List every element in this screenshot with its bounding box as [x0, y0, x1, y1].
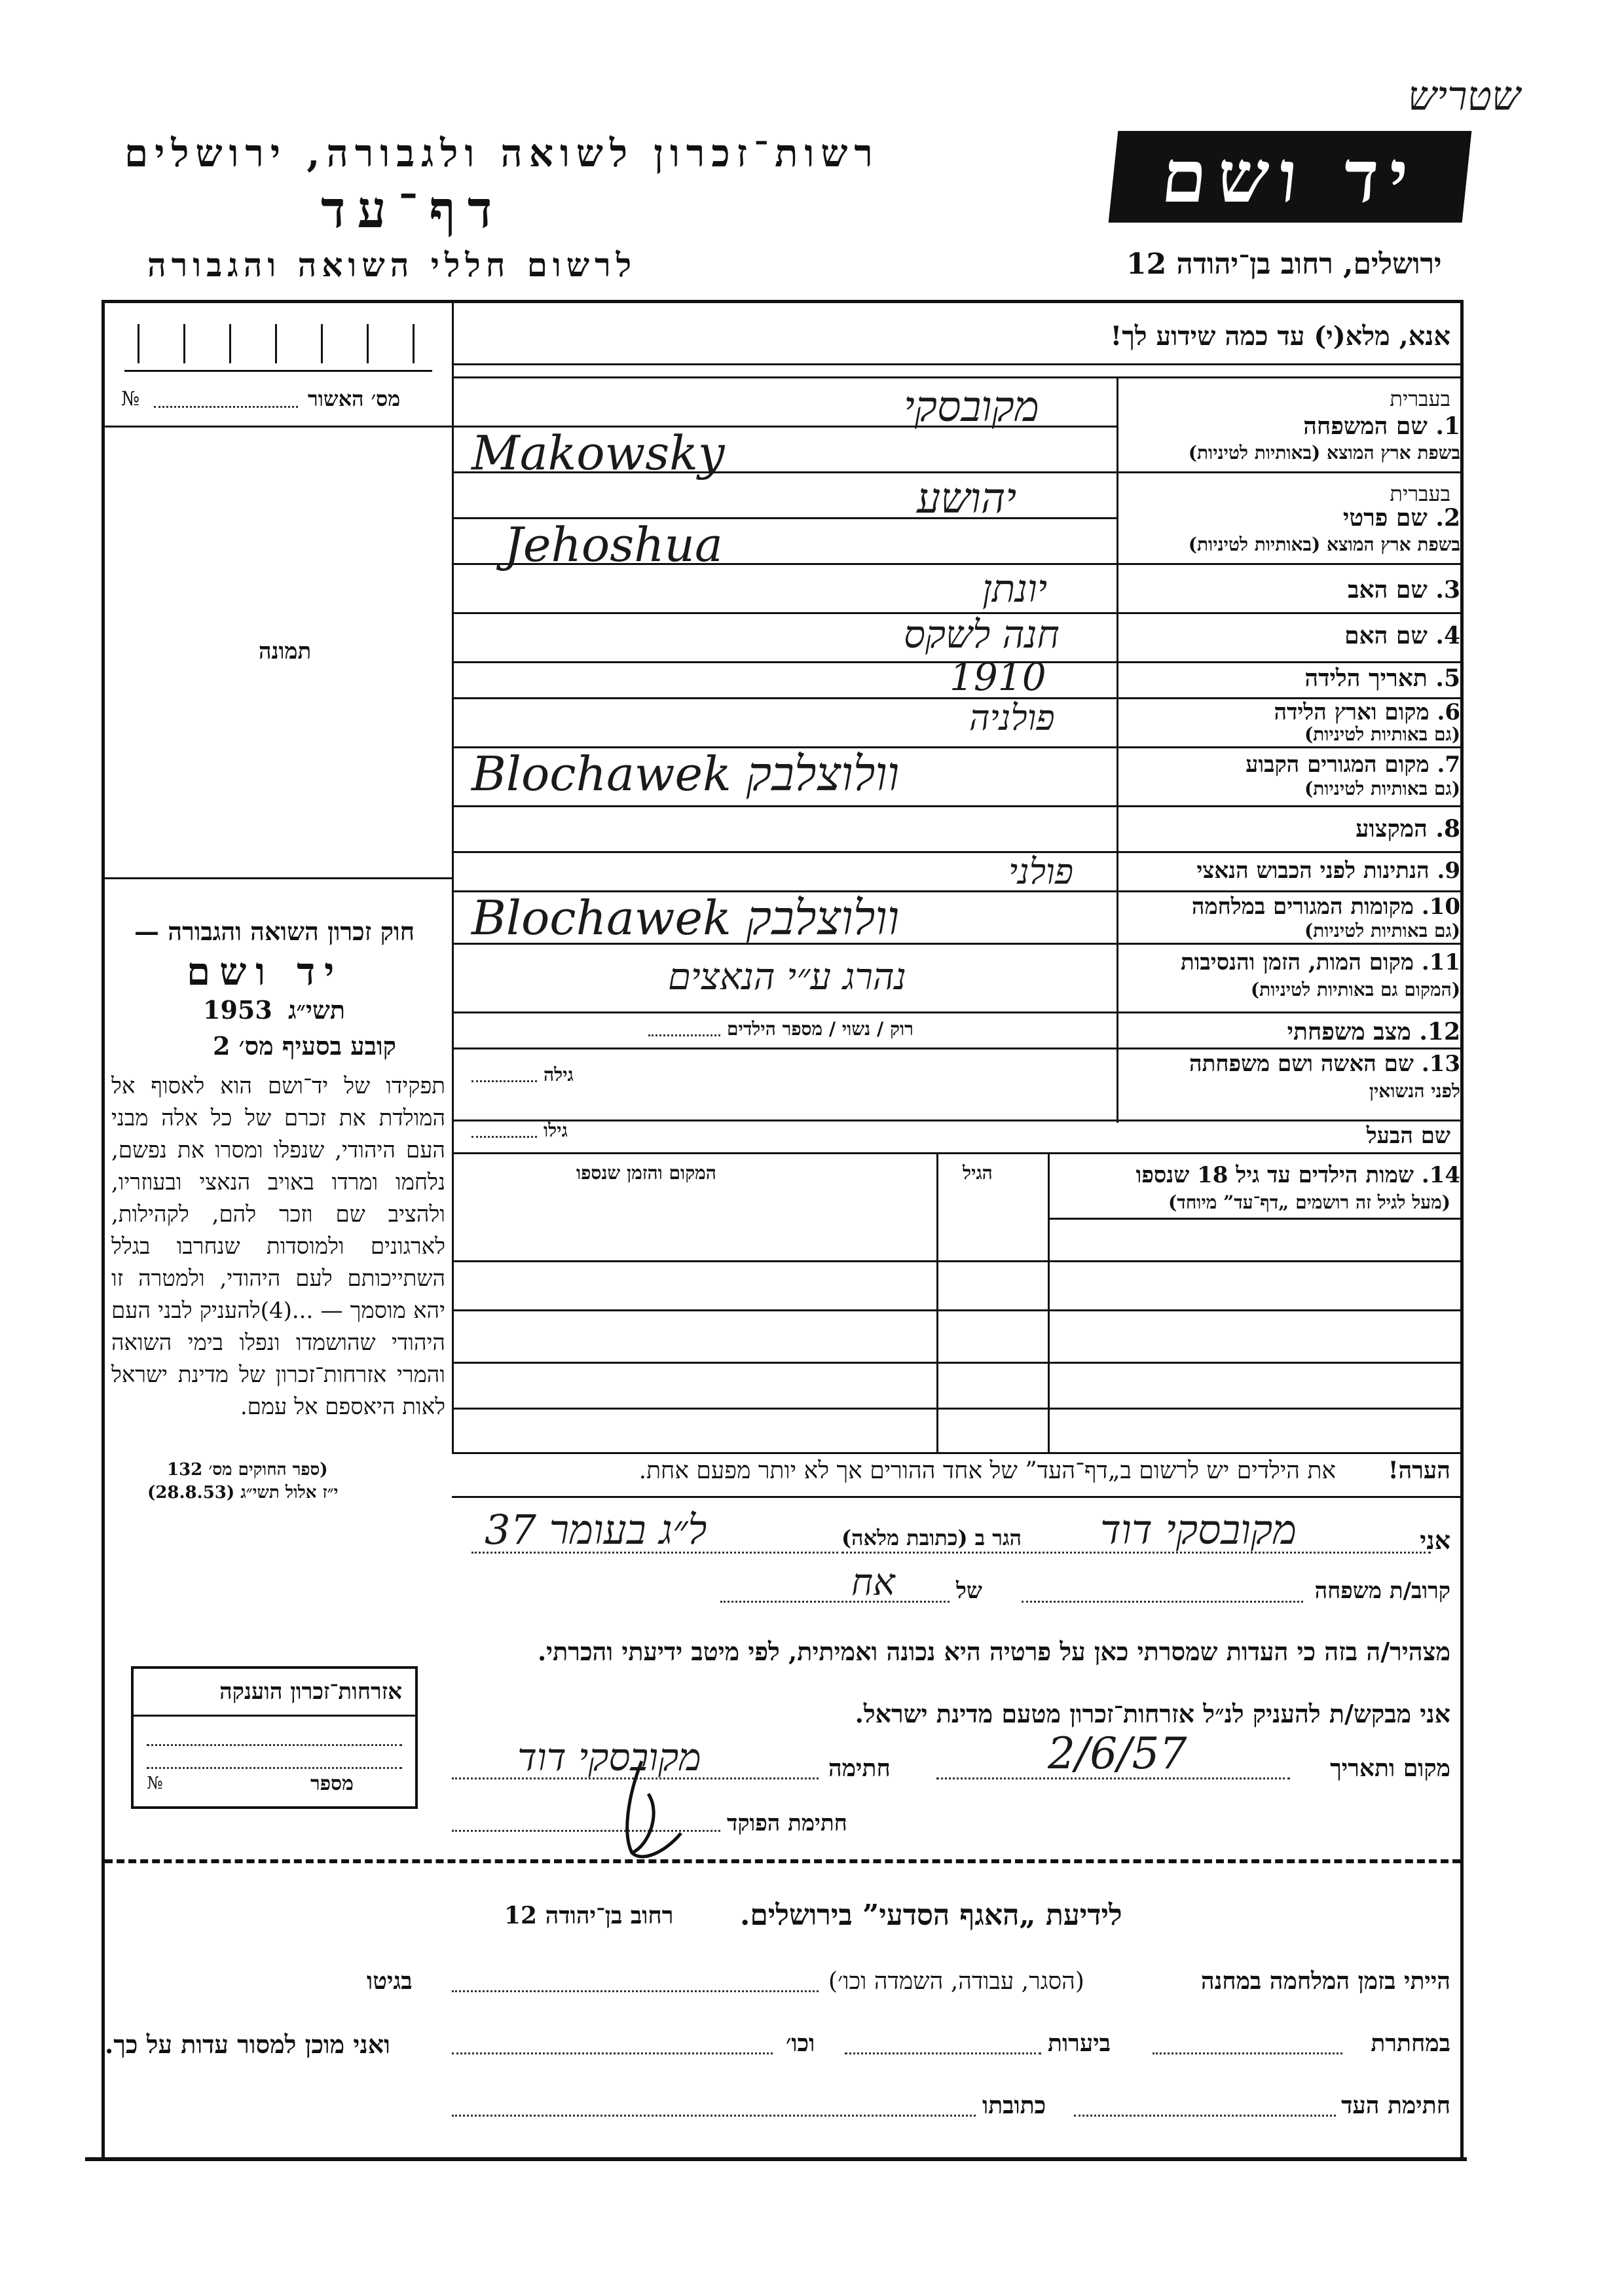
info-title: לידיעת „האגף הסדעי” בירושלים.: [740, 1899, 1122, 1932]
husband-label: שם הבעל: [1366, 1123, 1450, 1149]
label-column-divider: [1116, 376, 1118, 1123]
instruction-text: אנא, מלא(י) עד כמה שידוע לך!: [1110, 321, 1450, 352]
officer-signature-scribble: [602, 1755, 707, 1866]
children-col-age: הגיל: [963, 1162, 993, 1184]
field-6-value: פולניה: [969, 697, 1055, 738]
field-2-text: שם פרטי: [1342, 504, 1428, 532]
children-sub: (מעל לגיל זה רושמים „דף־עד” מיוחד): [1168, 1192, 1450, 1213]
declaration-resides-label: הגר ב (כתובת מלאה): [841, 1525, 1022, 1550]
field-2-value-latin: Jehoshua: [504, 517, 723, 572]
field-4-label: 4. שם האם: [1344, 622, 1460, 649]
law-source-1: (ספר החוקים מס׳ 132: [167, 1460, 328, 1480]
field-5-label: 5. תאריך הלידה: [1304, 665, 1460, 692]
declaration-i-value: מקובסקי דוד: [1100, 1506, 1297, 1554]
field-9-label: 9. הנתינות לפני הכבוש הנאצי: [1196, 858, 1460, 884]
field-11-value: נהרג ע״י הנאצים: [668, 956, 906, 998]
info-address: רחוב בן־יהודה 12: [504, 1902, 674, 1929]
field-10-label: 10. מקומות המגורים במלחמה: [1191, 894, 1460, 920]
law-text: תפקידו של יד־ושם הוא לאסוף אל המולדת את זכרם של כל אלה מבני העם היהודי, שנפלו ומסרו את נפשם, נלחמו ומרדו באויב הנאצי ובעוזריו, ולהציב שם וזכר להם, לקהילות, לארגונים ולמוסדות שנחרבו בגלל השתייכותם לעם היהודי, ולמטרה זו יהא מוסמך — ...(4)להעניק לבני העם היהודי שהושמדו ונפלו בימי השואה והמרי אזרחות־זכרון של מדינת ישראל לאות היאספם אל עמם.: [111, 1073, 445, 1420]
field-7-label: 7. מקום המגורים הקבוע: [1246, 752, 1460, 778]
field-12-label: 12. מצב משפחתי: [1287, 1018, 1460, 1046]
field-4-value: חנה לשקס: [904, 612, 1060, 657]
law-clause: קובע בסעיף מס׳ 2: [213, 1031, 397, 1061]
field-3-label: 3. שם האב: [1348, 576, 1460, 604]
info-line3-a: חתימת העד: [1341, 2092, 1450, 2119]
field-2-value-heb: יהושע: [917, 475, 1017, 523]
citizenship-title: אזרחות־זכרון הוענקה: [219, 1679, 402, 1705]
info-line2-d: ואני מוכן למסור עדות על כך.: [105, 2030, 390, 2059]
field-2-num: 2.: [1435, 504, 1460, 532]
field-5-value: 1910: [950, 655, 1046, 699]
children-col-place: המקום והזמן שנספו: [576, 1162, 716, 1184]
field-2-label: [1343, 504, 1460, 532]
children-label: 14. שמות הילדים עד גיל 18 שנספו: [1135, 1162, 1460, 1188]
field-6-label: 6. מקום וארץ הלידה: [1274, 699, 1460, 725]
field-1-sub: בשפת ארץ המוצא (באותיות לטיניות): [1188, 442, 1460, 464]
field-10-sub: (גם באותיות לטיניות): [1304, 920, 1460, 941]
note-label: הערה!: [1388, 1457, 1450, 1484]
frame-right: [1460, 300, 1464, 2159]
photo-rule: [101, 877, 452, 879]
place-date-value: 2/6/57: [1048, 1728, 1187, 1779]
citizenship-no-sign: №: [147, 1774, 163, 1793]
field-3-value: יונתן: [982, 566, 1048, 611]
info-line1-c: בגיטו: [367, 1967, 413, 1995]
info-separator: [105, 1859, 1460, 1863]
law-name: יד ושם: [187, 949, 344, 994]
field-7-sub: (גם באותיות לטיניות): [1304, 778, 1460, 799]
husband-age-line: [471, 1136, 537, 1138]
note-text: את הילדים יש לרשום ב„דף־העד” של אחד ההורים אך לא יותר מפעם אחת.: [638, 1457, 1336, 1484]
approval-ticks: [124, 324, 432, 372]
field-7-value: Blochawek וולוצלבק: [471, 746, 900, 801]
law-heading: חוק זכרון השואה והגבורה —: [134, 917, 415, 946]
field-2-sub: בשפת ארץ המוצא (באותיות לטיניות): [1188, 534, 1460, 555]
field-6-sub: (גם באותיות לטיניות): [1304, 723, 1460, 745]
field-12-children-line: [648, 1034, 720, 1036]
field-13-sub: לפני הנשואין: [1369, 1080, 1460, 1102]
husband-age-label: גילו: [544, 1120, 568, 1141]
frame-top: [101, 300, 1464, 303]
form-purpose: לרשום חללי השואה והגבורה: [147, 246, 637, 284]
approval-rule: [101, 426, 452, 428]
citizenship-number-label: מספר: [310, 1772, 354, 1795]
approval-number-line: [154, 406, 298, 408]
field-1-text: שם המשפחה: [1303, 412, 1428, 440]
corner-handwritten-note: שטריש: [1408, 72, 1521, 120]
frame-bottom: [85, 2157, 1467, 2161]
declaration-statement: מצהיר/ה בזה כי העדות שמסרתי כאן על פרטיה היא נכונה ואמיתית, לפי מיטב ידיעתי והכרתי.: [537, 1637, 1450, 1666]
law-year: 1953: [203, 995, 272, 1025]
yad-vashem-logo: [1109, 131, 1472, 223]
field-1-label: [1303, 412, 1460, 440]
field-11-label: 11. מקום המות, הזמן והנסיבות: [1180, 949, 1460, 975]
authority-line: רשות־זכרון לשואה ולגבורה, ירושלים: [124, 131, 879, 175]
photo-label: תמונה: [259, 638, 312, 665]
field-9-value: פולני: [1008, 851, 1074, 892]
place-date-label: מקום ותאריך: [1330, 1755, 1450, 1782]
declaration-of-label: של: [956, 1578, 982, 1604]
info-line1-a: הייתי בזמן המלחמה במחנה: [1200, 1967, 1450, 1995]
declaration-request: אני מבקש/ת להעניק לנ״ל אזרחות־זכרון מטעם מדינת ישראל.: [855, 1699, 1450, 1728]
info-line2-c: וכו׳: [786, 2030, 815, 2057]
field-2-lang: בעברית: [1390, 481, 1450, 506]
field-11-sub: (המקום גם באותיות לטיניות): [1250, 979, 1460, 1000]
info-line3-b: כתובתו: [982, 2092, 1046, 2119]
citizenship-box: [131, 1666, 418, 1809]
instruction-rule: [452, 363, 1460, 365]
field-10-value: Blochawek וולוצלבק: [471, 890, 900, 945]
info-line1-b: (הסגר, עבודה, השמדה וכו׳): [828, 1968, 1084, 1995]
logo-text: יד ושם: [1157, 134, 1423, 219]
declaration-i-label: אני: [1420, 1525, 1450, 1555]
signature-label: חתימה: [828, 1755, 891, 1782]
signature-value: מקובסקי דוד: [517, 1735, 701, 1779]
declaration-resides-value: ל״ג בעומר 37: [485, 1506, 707, 1554]
approval-label: מס׳ האשור: [308, 386, 401, 411]
declaration-relative-value: אח: [851, 1561, 895, 1604]
field-1-value-heb: מקובסקי: [904, 383, 1039, 431]
field-12-options: רוק / נשוי / מספר הילדים: [727, 1018, 913, 1040]
field-1-lang: בעברית: [1390, 386, 1450, 411]
officer-label: חתימת הפוקד: [727, 1810, 847, 1836]
frame-left: [101, 300, 105, 2159]
law-source-2: י״ז אלול תשי״ג (28.8.53): [147, 1483, 339, 1503]
field-13-age-label: גילה: [544, 1064, 574, 1085]
field-8-label: 8. המקצוע: [1356, 815, 1460, 843]
field-13-label: 13. שם האשה ושם משפחתה: [1189, 1051, 1460, 1077]
field-13-age-line: [471, 1080, 537, 1082]
address: ירושלים, רחוב בן־יהודה 12: [1126, 247, 1442, 281]
declaration-relative-label: קרוב/ת משפחה: [1314, 1578, 1450, 1604]
law-year-heb: תשי״ג: [288, 995, 346, 1025]
approval-no-sign: №: [121, 388, 140, 410]
field-1-num: 1.: [1435, 412, 1460, 440]
info-line2-a: במחתרת: [1371, 2030, 1450, 2057]
info-line2-b: ביערות: [1048, 2030, 1111, 2057]
field-1-value-latin: Makowsky: [471, 426, 725, 481]
form-title: דף־עד: [321, 180, 504, 240]
